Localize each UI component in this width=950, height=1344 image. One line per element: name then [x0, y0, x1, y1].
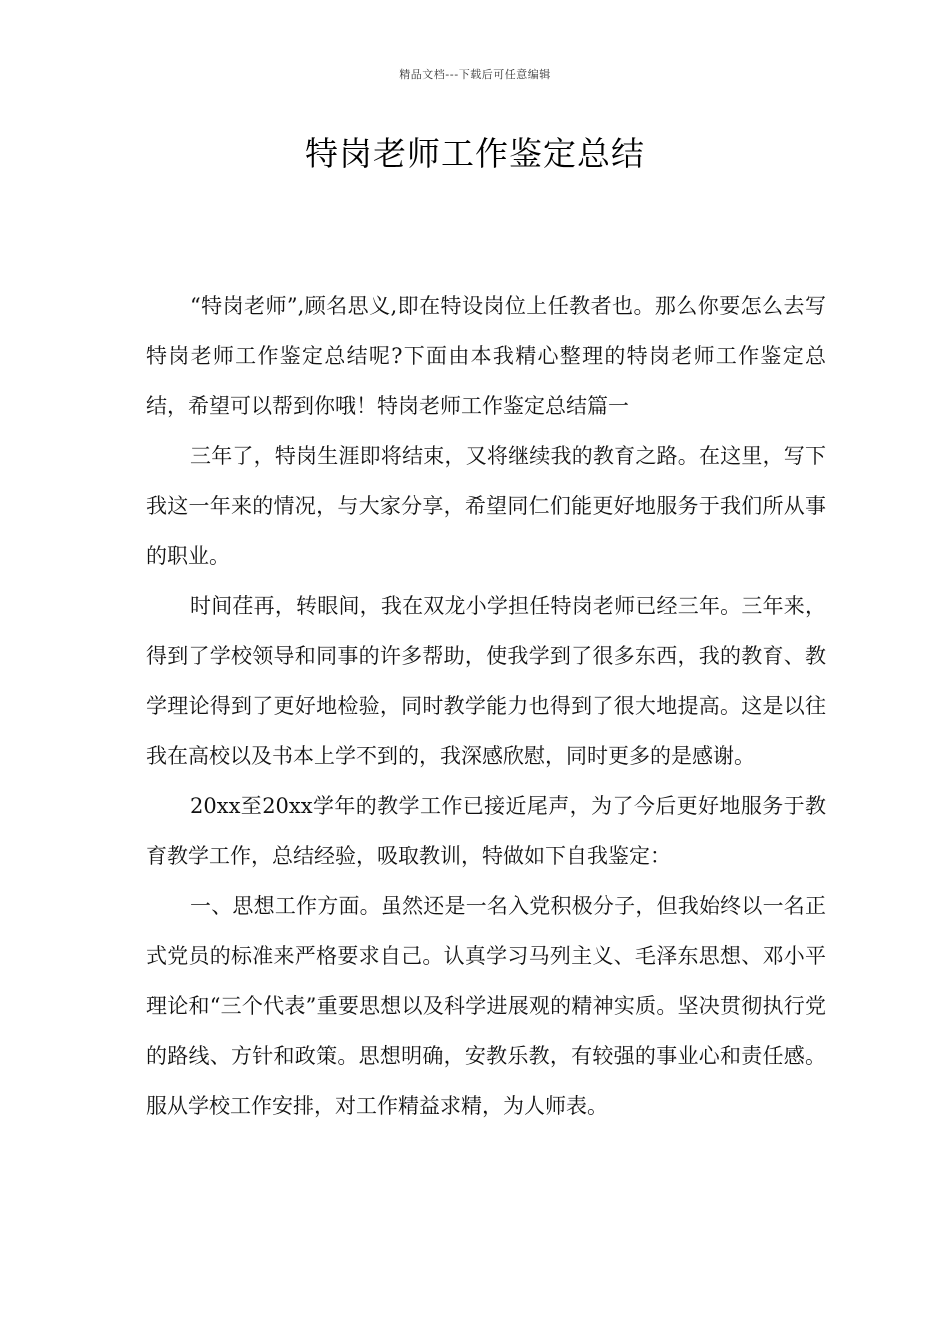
paragraph-school-year: 20xx至20xx学年的教学工作已接近尾声，为了今后更好地服务于教育教学工作，总结经验，吸取教训，特做如下自我鉴定：	[146, 794, 826, 868]
document-title: 特岗老师工作鉴定总结	[305, 134, 645, 173]
paragraph-time-flies: 时间荏再，转眼间，我在双龙小学担任特岗老师已经三年。三年来，得到了学校领导和同事的许多帮助，使我学到了很多东西，我的教育、教学理论得到了更好地检验，同时教学能力也得到了很大地提高。这是以往我在高校以及书本上学不到的，我深感欣慰，同时更多的是感谢。	[146, 594, 826, 768]
paragraph-intro: “特岗老师”,顾名思义,即在特设岗位上任教者也。那么你要怎么去写特岗老师工作鉴定总结呢?下面由本我精心整理的特岗老师工作鉴定总结，希望可以帮到你哦！特岗老师工作鉴定总结篇一	[146, 294, 826, 418]
document-body	[146, 281, 826, 1131]
paragraph-three-years: 三年了，特岗生涯即将结束，又将继续我的教育之路。在这里，写下我这一年来的情况，与大家分享，希望同仁们能更好地服务于我们所从事的职业。	[146, 444, 826, 568]
paragraph-ideology: 一、思想工作方面。虽然还是一名入党积极分子，但我始终以一名正式党员的标准来严格要求自己。认真学习马列主义、毛泽东思想、邓小平理论和“三个代表”重要思想以及科学进展观的精神实质。坚决贯彻执行党的路线、方针和政策。思想明确，安教乐教，有较强的事业心和责任感。服从学校工作安排，对工作精益求精，为人师表。	[146, 894, 826, 1118]
page-header-watermark: 精品文档---下载后可任意编辑	[399, 68, 551, 81]
